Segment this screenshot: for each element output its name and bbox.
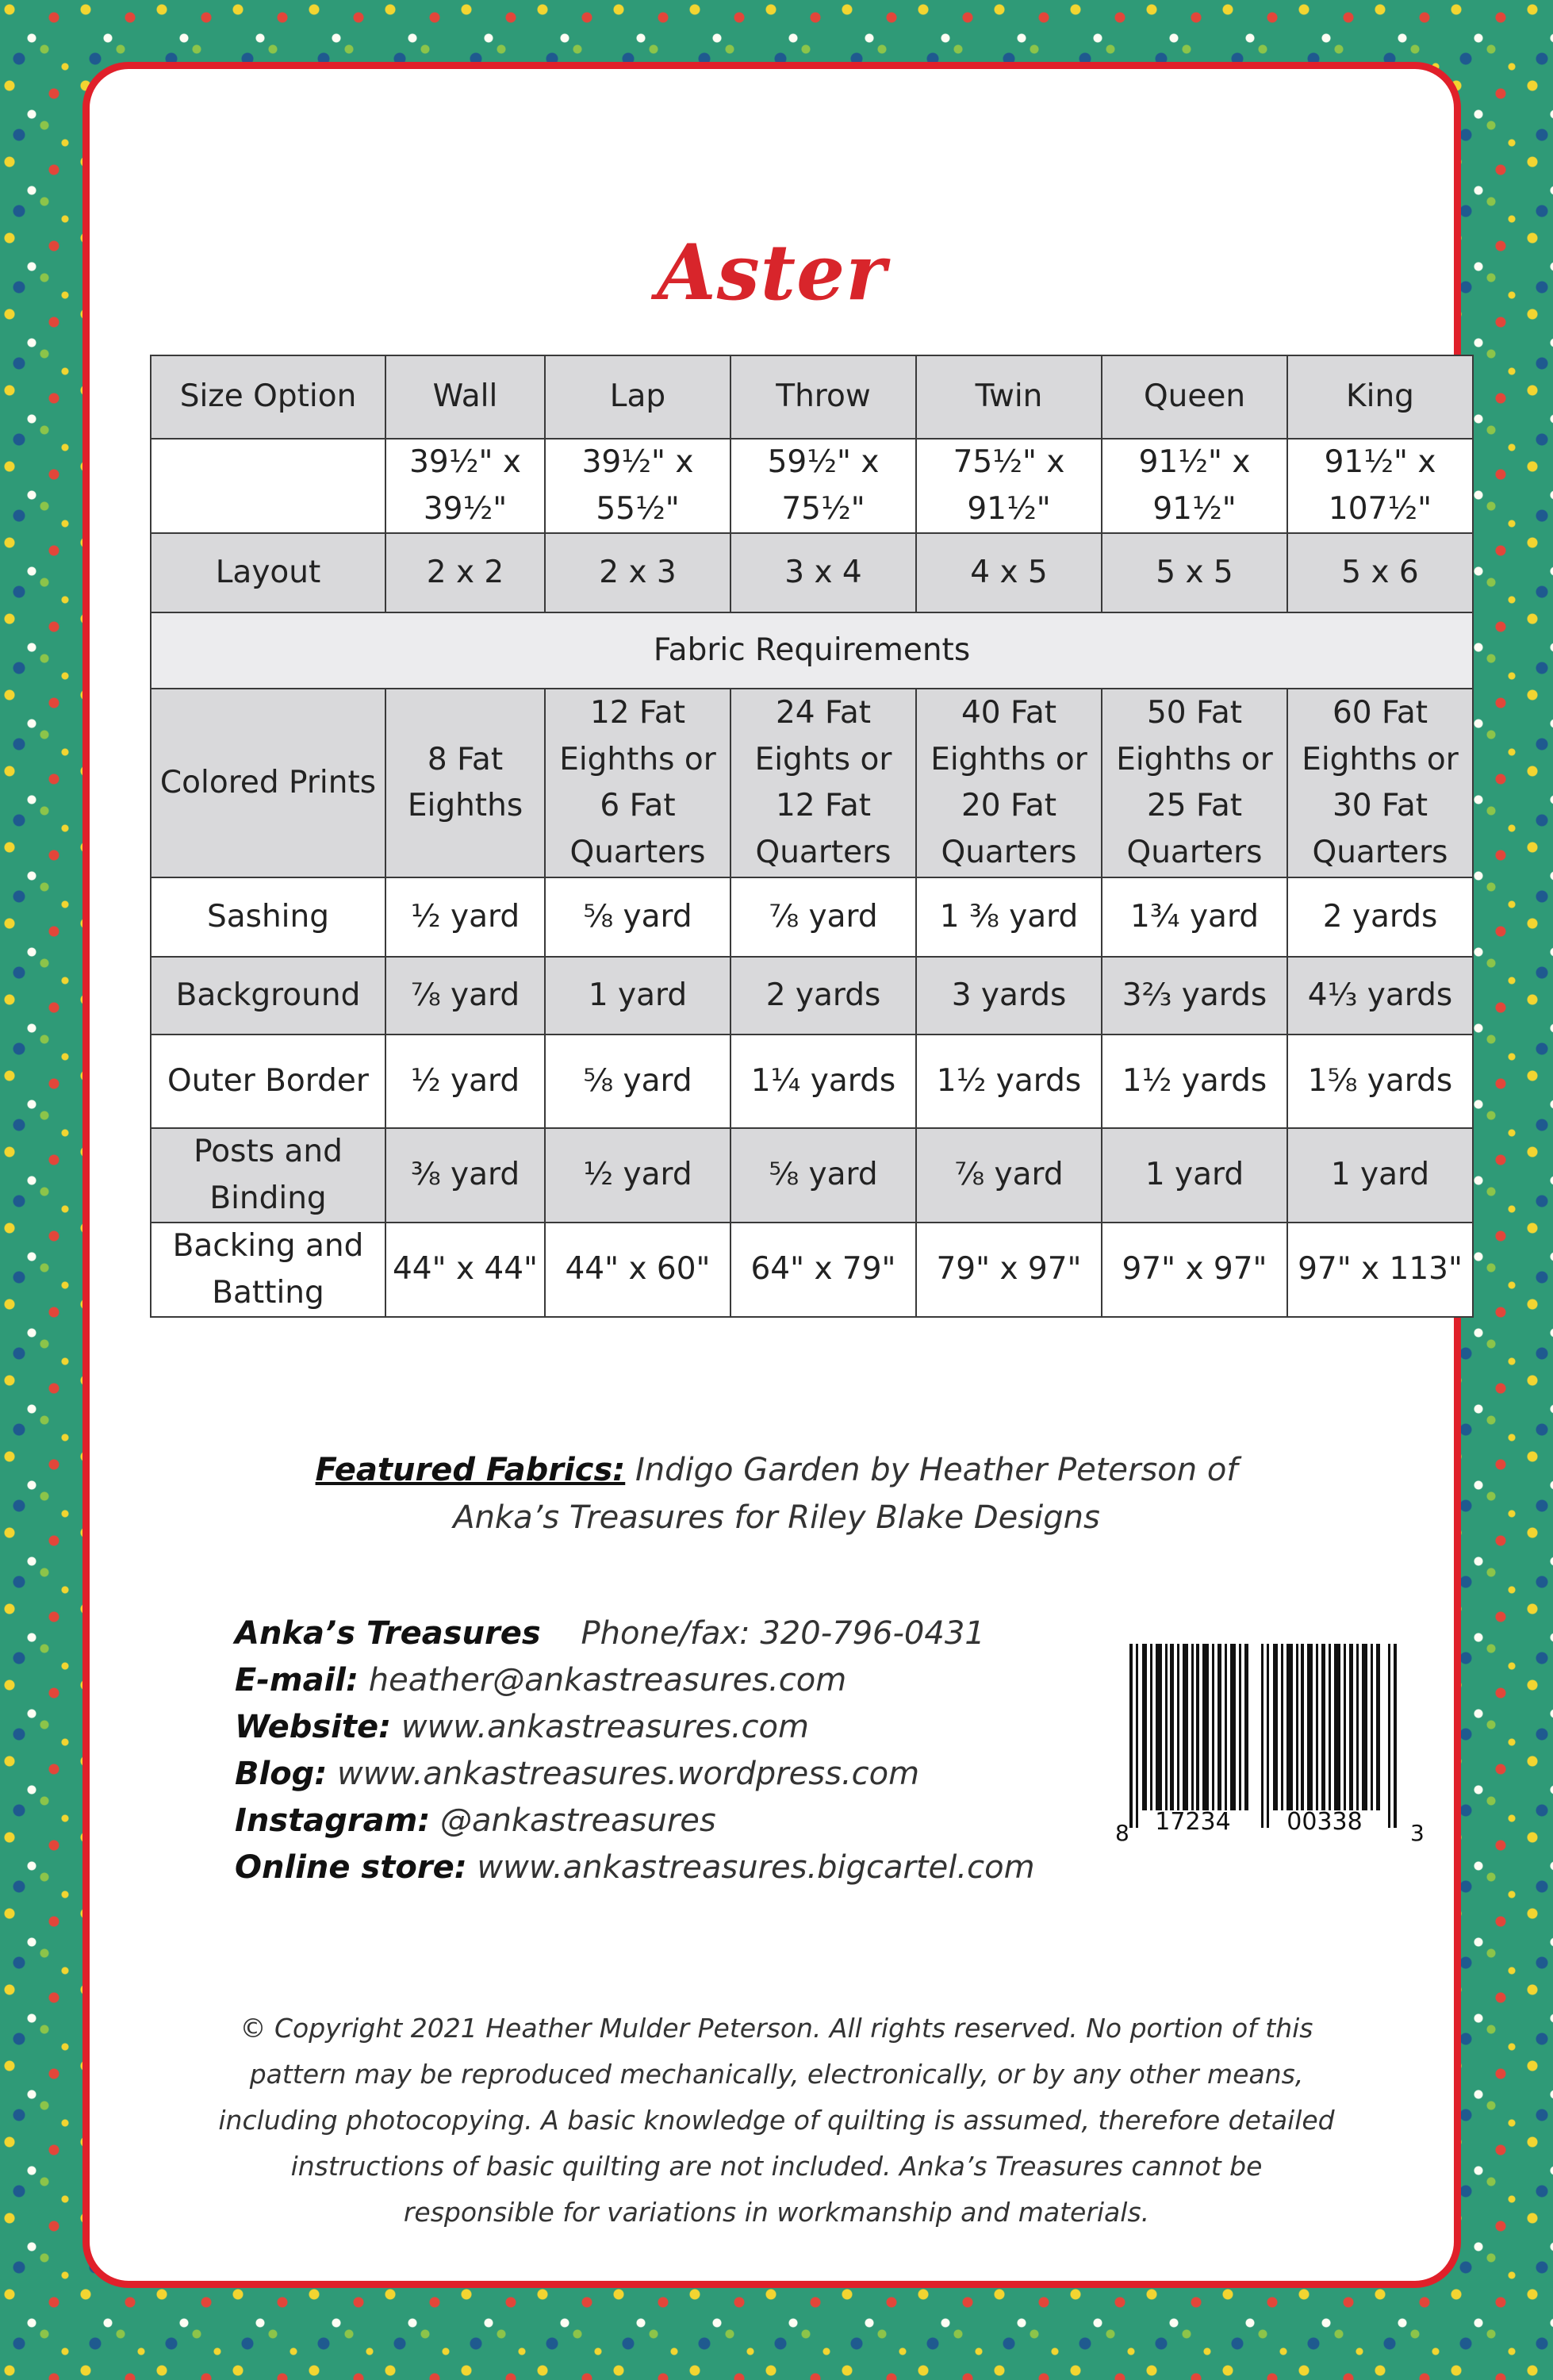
header-cell: Wall bbox=[385, 355, 545, 439]
section-title: Fabric Requirements bbox=[151, 612, 1473, 689]
contact-store-line bbox=[235, 1844, 1035, 1891]
layout-cell: 5 x 6 bbox=[1287, 533, 1473, 612]
table-cell: 12 Fat Eighths or 6 Fat Quarters bbox=[545, 689, 730, 877]
header-cell: Throw bbox=[730, 355, 916, 439]
website-link[interactable]: www.ankastreasures.com bbox=[401, 1709, 809, 1745]
header-row bbox=[151, 355, 1473, 439]
posts-binding-row bbox=[151, 1128, 1473, 1223]
table-cell: ⅝ yard bbox=[545, 1035, 730, 1128]
background-row bbox=[151, 957, 1473, 1035]
contact-website-line bbox=[235, 1704, 1035, 1751]
copyright-line: © Copyright 2021 Heather Mulder Peterson. All rights reserved. No portion of this bbox=[240, 2013, 1313, 2044]
barcode bbox=[1114, 1644, 1426, 1842]
phone: Phone/fax: 320-796-0431 bbox=[581, 1615, 985, 1652]
table-cell: 97" x 113" bbox=[1287, 1223, 1473, 1317]
barcode-left-digit: 8 bbox=[1115, 1820, 1129, 1842]
dimension-cell bbox=[151, 439, 385, 533]
header-cell: Queen bbox=[1102, 355, 1287, 439]
copyright-line: responsible for variations in workmanship and materials. bbox=[403, 2197, 1150, 2228]
instagram-link[interactable]: @ankastreasures bbox=[440, 1802, 716, 1839]
row-label: Backing and Batting bbox=[151, 1223, 385, 1317]
contact-instagram-line bbox=[235, 1798, 1035, 1844]
row-label: Background bbox=[151, 957, 385, 1035]
featured-line-1 bbox=[0, 1446, 1553, 1494]
header-cell: Size Option bbox=[151, 355, 385, 439]
featured-label: Featured Fabrics: bbox=[315, 1452, 626, 1488]
layout-cell: 5 x 5 bbox=[1102, 533, 1287, 612]
table-cell: 1 ⅜ yard bbox=[916, 877, 1102, 957]
contact-company-line bbox=[235, 1610, 1035, 1657]
table-cell: 60 Fat Eighths or 30 Fat Quarters bbox=[1287, 689, 1473, 877]
table-cell: 50 Fat Eighths or 25 Fat Quarters bbox=[1102, 689, 1287, 877]
dimension-cell: 59½" x 75½" bbox=[730, 439, 916, 533]
blog-link[interactable]: www.ankastreasures.wordpress.com bbox=[337, 1756, 920, 1792]
table-cell: 24 Fat Eights or 12 Fat Quarters bbox=[730, 689, 916, 877]
copyright-line: instructions of basic quilting are not included. Anka’s Treasures cannot be bbox=[290, 2151, 1263, 2182]
dimension-cell: 91½" x 107½" bbox=[1287, 439, 1473, 533]
row-label: Posts and Binding bbox=[151, 1128, 385, 1223]
barcode-bars bbox=[1129, 1644, 1397, 1828]
layout-cell: 3 x 4 bbox=[730, 533, 916, 612]
copyright-line: including photocopying. A basic knowledge of quilting is assumed, therefore detailed bbox=[218, 2105, 1335, 2136]
size-requirements-table bbox=[150, 355, 1474, 1318]
featured-text-2: Anka’s Treasures for Riley Blake Designs bbox=[453, 1499, 1100, 1536]
store-label: Online store: bbox=[235, 1849, 467, 1886]
company-name: Anka’s Treasures bbox=[235, 1615, 541, 1652]
outer-border-row bbox=[151, 1035, 1473, 1128]
table-cell: 1 yard bbox=[1102, 1128, 1287, 1223]
store-link[interactable]: www.ankastreasures.bigcartel.com bbox=[477, 1849, 1035, 1886]
header-cell: Lap bbox=[545, 355, 730, 439]
layout-cell: 4 x 5 bbox=[916, 533, 1102, 612]
dimension-cell: 39½" x 39½" bbox=[385, 439, 545, 533]
sashing-row bbox=[151, 877, 1473, 957]
blog-label: Blog: bbox=[235, 1756, 328, 1792]
table-cell: 1¼ yards bbox=[730, 1035, 916, 1128]
barcode-digits-2: 00338 bbox=[1286, 1808, 1363, 1836]
featured-text-1: Indigo Garden by Heather Peterson of bbox=[635, 1452, 1238, 1488]
colored-prints-row bbox=[151, 689, 1473, 877]
contact-blog-line bbox=[235, 1751, 1035, 1798]
table-cell: 3⅔ yards bbox=[1102, 957, 1287, 1035]
table-cell: 44" x 60" bbox=[545, 1223, 730, 1317]
table-cell: 3 yards bbox=[916, 957, 1102, 1035]
table-cell: ½ yard bbox=[385, 877, 545, 957]
table-cell: 79" x 97" bbox=[916, 1223, 1102, 1317]
layout-cell: 2 x 2 bbox=[385, 533, 545, 612]
row-label: Colored Prints bbox=[151, 689, 385, 877]
table-cell: 64" x 79" bbox=[730, 1223, 916, 1317]
email-link[interactable]: heather@ankastreasures.com bbox=[368, 1662, 847, 1699]
contact-email-line bbox=[235, 1657, 1035, 1704]
table-cell: 1½ yards bbox=[916, 1035, 1102, 1128]
featured-fabrics bbox=[0, 1446, 1553, 1541]
table-cell: 1 yard bbox=[1287, 1128, 1473, 1223]
dimensions-row bbox=[151, 439, 1473, 533]
table-cell: 2 yards bbox=[1287, 877, 1473, 957]
barcode-digits-1: 17234 bbox=[1155, 1808, 1231, 1836]
header-cell: Twin bbox=[916, 355, 1102, 439]
table-cell: ⅝ yard bbox=[545, 877, 730, 957]
table-cell: ⅜ yard bbox=[385, 1128, 545, 1223]
copyright-line: pattern may be reproduced mechanically, electronically, or by any other means, bbox=[249, 2059, 1304, 2090]
dimension-cell: 91½" x 91½" bbox=[1102, 439, 1287, 533]
table-cell: ⅞ yard bbox=[730, 877, 916, 957]
table-cell: 4⅓ yards bbox=[1287, 957, 1473, 1035]
table-cell: ⅞ yard bbox=[385, 957, 545, 1035]
instagram-label: Instagram: bbox=[235, 1802, 431, 1839]
layout-row bbox=[151, 533, 1473, 612]
table-cell: ⅝ yard bbox=[730, 1128, 916, 1223]
table-cell: ½ yard bbox=[545, 1128, 730, 1223]
header-cell: King bbox=[1287, 355, 1473, 439]
table-cell: 1½ yards bbox=[1102, 1035, 1287, 1128]
barcode-right-digit: 3 bbox=[1410, 1820, 1425, 1842]
table-cell: 1⅝ yards bbox=[1287, 1035, 1473, 1128]
table-cell: 2 yards bbox=[730, 957, 916, 1035]
row-label: Outer Border bbox=[151, 1035, 385, 1128]
table-cell: 1 yard bbox=[545, 957, 730, 1035]
table-cell: 8 Fat Eighths bbox=[385, 689, 545, 877]
website-label: Website: bbox=[235, 1709, 392, 1745]
dimension-cell: 39½" x 55½" bbox=[545, 439, 730, 533]
pattern-title: Aster bbox=[657, 228, 887, 317]
table-cell: 97" x 97" bbox=[1102, 1223, 1287, 1317]
layout-cell: 2 x 3 bbox=[545, 533, 730, 612]
table-cell: 44" x 44" bbox=[385, 1223, 545, 1317]
dimension-cell: 75½" x 91½" bbox=[916, 439, 1102, 533]
table-cell: ½ yard bbox=[385, 1035, 545, 1128]
email-label: E-mail: bbox=[235, 1662, 359, 1699]
section-row bbox=[151, 612, 1473, 689]
table-cell: 1¾ yard bbox=[1102, 877, 1287, 957]
contact-block bbox=[235, 1610, 1035, 1891]
backing-batting-row bbox=[151, 1223, 1473, 1317]
table-cell: ⅞ yard bbox=[916, 1128, 1102, 1223]
copyright-notice bbox=[198, 2006, 1355, 2236]
layout-cell: Layout bbox=[151, 533, 385, 612]
table-cell: 40 Fat Eighths or 20 Fat Quarters bbox=[916, 689, 1102, 877]
row-label: Sashing bbox=[151, 877, 385, 957]
